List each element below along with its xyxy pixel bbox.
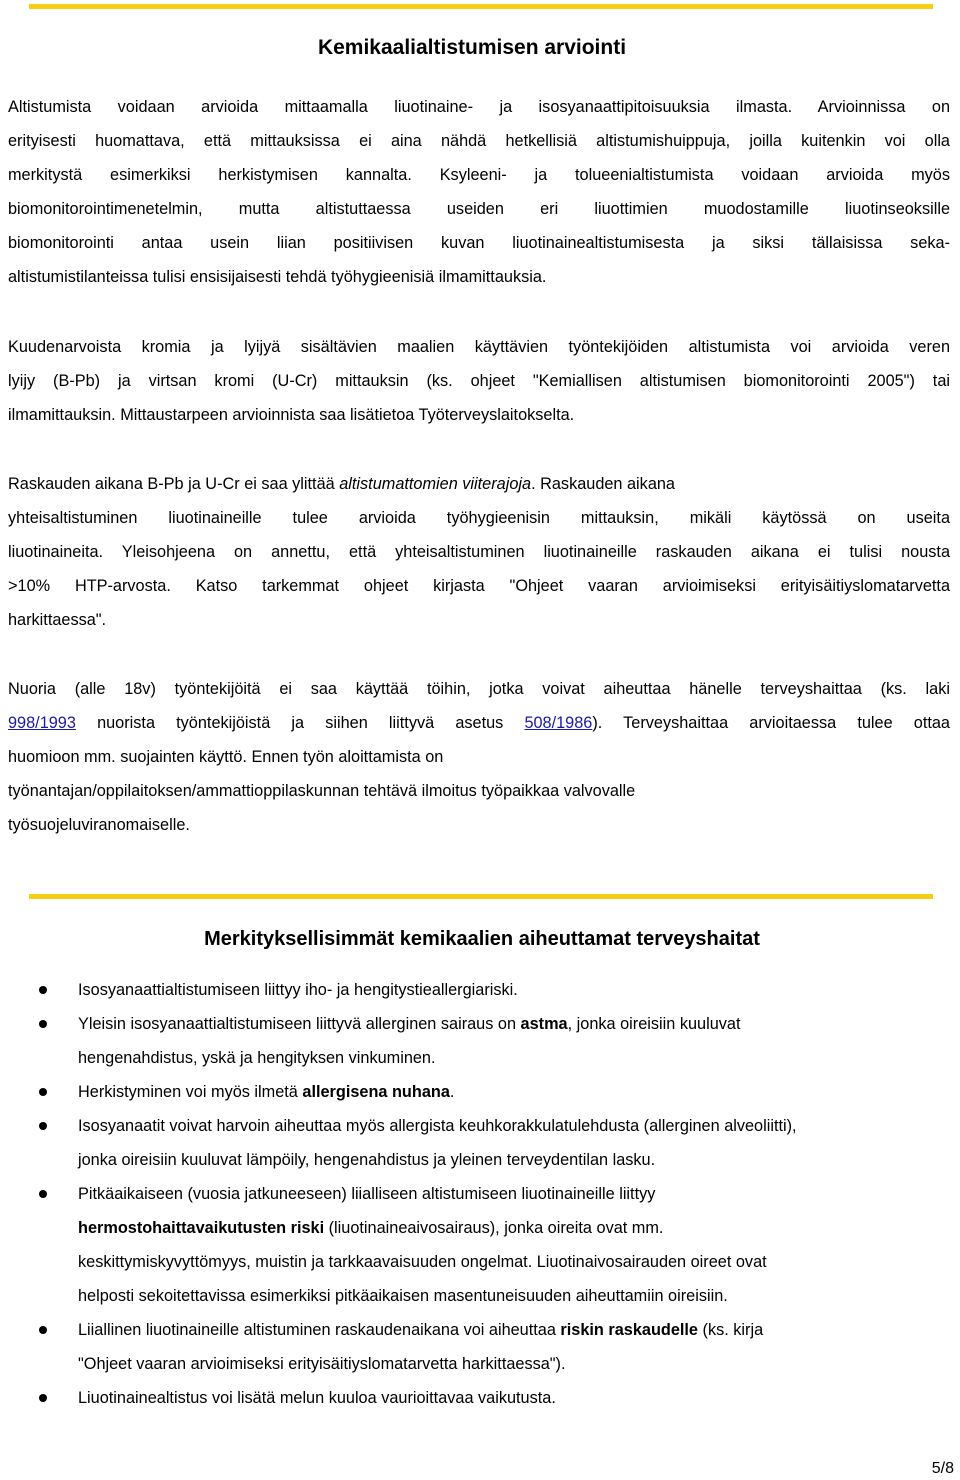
bold-text: riskin raskaudelle: [560, 1321, 698, 1339]
paragraph-line: huomioon mm. suojainten käyttö. Ennen työn aloittamista on: [8, 748, 444, 766]
decree-link-508-1986[interactable]: 508/1986: [524, 714, 593, 732]
text-run: (ks. kirja: [698, 1321, 764, 1339]
text-run: hengenahdistus, yskä ja hengityksen vinkuminen.: [78, 1049, 436, 1067]
paragraph-raskaus: [8, 467, 950, 637]
text-run: .: [449, 1083, 455, 1101]
list-item: [0, 1075, 960, 1109]
bullet-icon: [39, 1326, 47, 1334]
text-run: Yleisin isosyanaattialtistumiseen liittyvä allerginen sairaus on: [78, 1015, 521, 1033]
list-item-text: Liuotinainealtistus voi lisätä melun kuuloa vaurioittavaa vaikutusta.: [78, 1389, 556, 1407]
bullet-icon: [39, 986, 47, 994]
paragraph-line: biomonitorointi antaa usein liian positiivisen kuvan liuotinainealtistumisesta ja siksi tällaisissa seka-: [8, 234, 950, 252]
text-run: ). Terveyshaittaa arvioitaessa tulee ottaa: [592, 714, 950, 732]
page-number: 5/8: [931, 1460, 954, 1477]
text-run: Herkistyminen voi myös ilmetä: [78, 1083, 303, 1101]
text-run: Raskauden aikana B-Pb ja U-Cr ei saa ylittää: [8, 475, 340, 493]
list-item: [0, 1381, 960, 1415]
text-run: Liiallinen liuotinaineille altistuminen raskaudenaikana voi aiheuttaa: [78, 1321, 561, 1339]
list-item: [0, 1177, 960, 1313]
paragraph-line: Kuudenarvoista kromia ja lyijyä sisältävien maalien käyttävien työntekijöiden altistumista voi arvioida veren: [8, 338, 950, 356]
emphasis-text: altistumattomien viiterajoja: [339, 475, 532, 493]
law-link-998-1993[interactable]: 998/1993: [8, 714, 76, 732]
top-divider: [29, 4, 933, 9]
paragraph-line: Nuoria (alle 18v) työntekijöitä ei saa käyttää töihin, jotka voivat aiheuttaa hänelle terveyshaittaa (ks. laki: [8, 680, 950, 698]
paragraph-line: Altistumista voidaan arvioida mittaamalla liuotinaine- ja isosyanaattipitoisuuksia ilmasta. Arvioinnissa on: [8, 98, 950, 116]
text-run: jonka oireisiin kuuluvat lämpöily, hengenahdistus ja yleinen terveydentilan lasku.: [78, 1151, 656, 1169]
paragraph-line: liuotinaineita. Yleisohjeena on annettu, että yhteisaltistuminen liuotinaineille raskauden aikana ei tulisi nousta: [8, 543, 950, 561]
section-heading: Merkityksellisimmät kemikaalien aiheuttamat terveyshaitat: [204, 928, 760, 950]
paragraph-line: yhteisaltistuminen liuotinaineille tulee arvioida työhygieenisin mittauksin, mikäli käytössä on useita: [8, 509, 950, 527]
bold-text: allergisena nuhana: [302, 1083, 450, 1101]
page-title: Kemikaalialtistumisen arviointi: [317, 36, 627, 59]
list-item: [0, 973, 960, 1007]
health-hazards-list: [0, 973, 960, 1415]
list-item: [0, 1007, 960, 1075]
paragraph-line: [8, 467, 950, 501]
paragraph-line: lyijy (B-Pb) ja virtsan kromi (U-Cr) mittauksin (ks. ohjeet "Kemiallisen altistumisen biomonitorointi 2005") tai: [8, 372, 950, 390]
text-run: keskittymiskyvyttömyys, muistin ja tarkkaavaisuuden ongelmat. Liuotinaivosairauden oireet ovat: [78, 1253, 767, 1271]
list-item: [0, 1313, 960, 1381]
bullet-icon: [39, 1122, 47, 1130]
text-run: "Ohjeet vaaran arvioimiseksi erityisäitiyslomatarvetta harkittaessa").: [78, 1355, 566, 1373]
paragraph-line: työnantajan/oppilaitoksen/ammattioppilaskunnan tehtävä ilmoitus työpaikkaa valvovalle: [8, 782, 636, 800]
text-run: nuorista työntekijöistä ja siihen liittyvä asetus: [75, 714, 525, 732]
paragraph-line: >10% HTP-arvosta. Katso tarkemmat ohjeet kirjasta "Ohjeet vaaran arvioimiseksi erityisäitiyslomatarvetta: [8, 577, 950, 595]
paragraph-kromi-lyijy: [8, 330, 950, 432]
section-divider: [29, 894, 933, 899]
paragraph-line: harkittaessa".: [8, 611, 107, 629]
bullet-icon: [39, 1190, 47, 1198]
bullet-icon: [39, 1088, 47, 1096]
bold-text: astma: [520, 1015, 568, 1033]
text-run: helposti sekoitettavissa esimerkiksi pitkäaikaisen masentuneisuuden aiheuttamiin oireisiin.: [78, 1287, 728, 1305]
paragraph-line: merkitystä esimerkiksi herkistymisen kannalta. Ksyleeni- ja tolueenialtistumista voidaan arvioida myös: [8, 166, 950, 184]
paragraph-line: biomonitorointimenetelmin, mutta altistuttaessa useiden eri liuottimien muodostamille liuotinseoksille: [8, 200, 950, 218]
text-run: . Raskauden aikana: [531, 475, 675, 493]
bullet-icon: [39, 1020, 47, 1028]
text-run: , jonka oireisiin kuuluvat: [567, 1015, 741, 1033]
paragraph-line: altistumistilanteissa tulisi ensisijaisesti tehdä työhygieenisiä ilmamittauksia.: [8, 268, 547, 286]
list-item-text: Isosyanaattialtistumiseen liittyy iho- ja hengitystieallergiariski.: [78, 981, 518, 999]
bullet-icon: [39, 1394, 47, 1402]
paragraph-altistumisen-arviointi: [8, 90, 950, 294]
text-run: Pitkäaikaiseen (vuosia jatkuneeseen) liialliseen altistumiseen liuotinaineille liittyy: [78, 1185, 656, 1203]
list-item: [0, 1109, 960, 1177]
paragraph-nuoret-tyontekijat: [8, 672, 950, 842]
paragraph-line: erityisesti huomattava, että mittauksissa ei aina nähdä hetkellisiä altistumishuippuja, joilla kuitenkin voi olla: [8, 132, 950, 150]
paragraph-line: työsuojeluviranomaiselle.: [8, 816, 190, 834]
bold-text: hermostohaittavaikutusten riski: [78, 1219, 325, 1237]
paragraph-line: [8, 706, 950, 740]
text-run: Isosyanaatit voivat harvoin aiheuttaa myös allergista keuhkorakkulatulehdusta (allerginen alveoliitti),: [78, 1117, 797, 1135]
paragraph-line: ilmamittauksin. Mittaustarpeen arvioinnista saa lisätietoa Työterveyslaitokselta.: [8, 406, 575, 424]
text-run: (liuotinaineaivosairaus), jonka oireita ovat mm.: [324, 1219, 664, 1237]
